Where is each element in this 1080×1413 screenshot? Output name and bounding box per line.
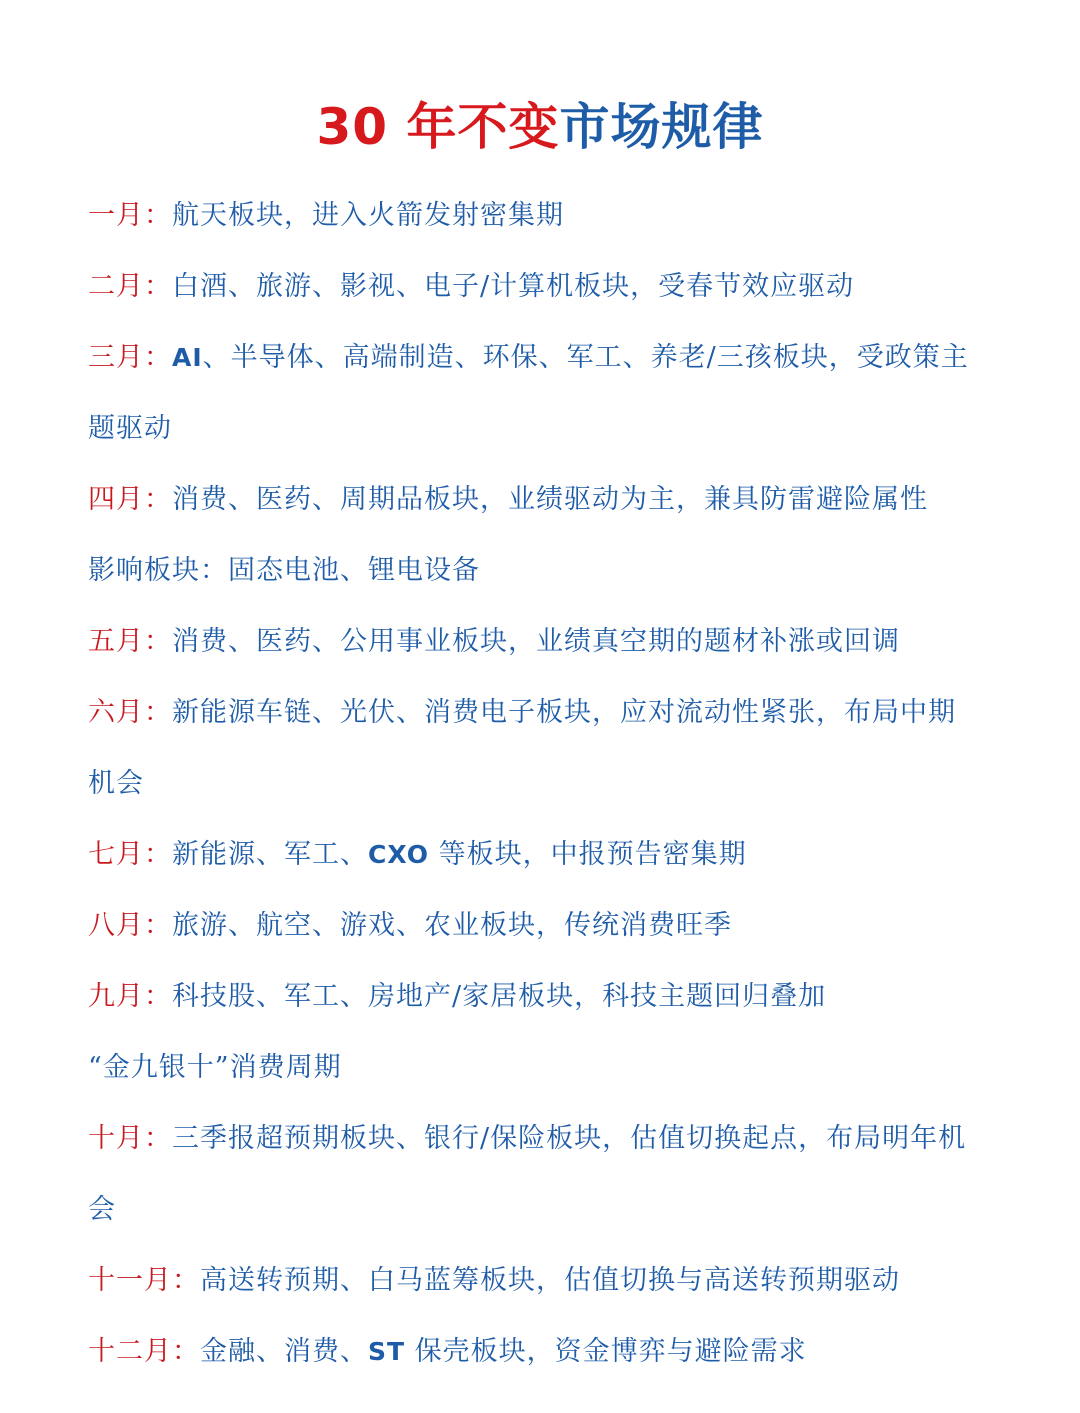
title-part-red: 30 年不变 bbox=[316, 98, 560, 156]
month-text: 金融、消费、 bbox=[200, 1336, 368, 1367]
month-text: 旅游、航空、游戏、农业板块，传统消费旺季 bbox=[172, 910, 732, 941]
month-label: 二月： bbox=[88, 271, 172, 302]
month-entry-august bbox=[88, 890, 1008, 961]
month-entry-november bbox=[88, 1245, 1008, 1316]
month-label: 八月： bbox=[88, 910, 172, 941]
month-text: 、半导体、高端制造、环保、军工、养老/三孩板块，受政策主 bbox=[202, 342, 969, 373]
month-entry-june-continued bbox=[88, 748, 1008, 819]
month-label: 五月： bbox=[88, 626, 172, 657]
month-entry-march bbox=[88, 322, 1008, 393]
month-text: 消费、医药、周期品板块，业绩驱动为主，兼具防雷避险属性 bbox=[172, 484, 928, 515]
month-text: 保壳板块，资金博弈与避险需求 bbox=[405, 1336, 807, 1367]
month-text: 题驱动 bbox=[88, 413, 172, 444]
month-label: 六月： bbox=[88, 697, 172, 728]
month-text-latin: ST bbox=[368, 1337, 406, 1366]
month-text: 会 bbox=[88, 1194, 116, 1225]
month-label: 七月： bbox=[88, 839, 172, 870]
page-title bbox=[0, 92, 1080, 162]
month-entry-may bbox=[88, 606, 1008, 677]
month-entry-december bbox=[88, 1316, 1008, 1387]
month-entry-april bbox=[88, 464, 1008, 535]
month-label: 四月： bbox=[88, 484, 172, 515]
month-text: “金九银十”消费周期 bbox=[88, 1052, 342, 1083]
month-text: 影响板块：固态电池、锂电设备 bbox=[88, 555, 480, 586]
month-list bbox=[88, 180, 1008, 1387]
month-text: 等板块，中报预告密集期 bbox=[428, 839, 747, 870]
month-entry-september bbox=[88, 961, 1008, 1032]
month-text: 高送转预期、白马蓝筹板块，估值切换与高送转预期驱动 bbox=[200, 1265, 900, 1296]
month-text: 新能源、军工、 bbox=[172, 839, 368, 870]
month-text: 新能源车链、光伏、消费电子板块，应对流动性紧张，布局中期 bbox=[172, 697, 956, 728]
month-entry-september-continued bbox=[88, 1032, 1008, 1103]
month-label: 三月： bbox=[88, 342, 172, 373]
month-entry-october bbox=[88, 1103, 1008, 1174]
month-entry-june bbox=[88, 677, 1008, 748]
month-entry-july bbox=[88, 819, 1008, 890]
month-label: 九月： bbox=[88, 981, 172, 1012]
month-entry-march-continued bbox=[88, 393, 1008, 464]
month-text: 白酒、旅游、影视、电子/计算机板块，受春节效应驱动 bbox=[172, 271, 855, 302]
month-text: 三季报超预期板块、银行/保险板块，估值切换起点，布局明年机 bbox=[172, 1123, 967, 1154]
month-entry-february bbox=[88, 251, 1008, 322]
month-entry-april-continued bbox=[88, 535, 1008, 606]
month-label: 十二月： bbox=[88, 1336, 200, 1367]
month-text: 机会 bbox=[88, 768, 144, 799]
month-text: 科技股、军工、房地产/家居板块，科技主题回归叠加 bbox=[172, 981, 827, 1012]
month-label: 十一月： bbox=[88, 1265, 200, 1296]
month-label: 十月： bbox=[88, 1123, 172, 1154]
month-text-latin: CXO bbox=[368, 840, 429, 869]
title-part-blue: 市场规律 bbox=[559, 98, 764, 156]
month-entry-january bbox=[88, 180, 1008, 251]
month-text: 消费、医药、公用事业板块，业绩真空期的题材补涨或回调 bbox=[172, 626, 900, 657]
month-entry-october-continued bbox=[88, 1174, 1008, 1245]
month-label: 一月： bbox=[88, 200, 172, 231]
month-text-latin: AI bbox=[172, 343, 203, 372]
month-text: 航天板块，进入火箭发射密集期 bbox=[172, 200, 564, 231]
